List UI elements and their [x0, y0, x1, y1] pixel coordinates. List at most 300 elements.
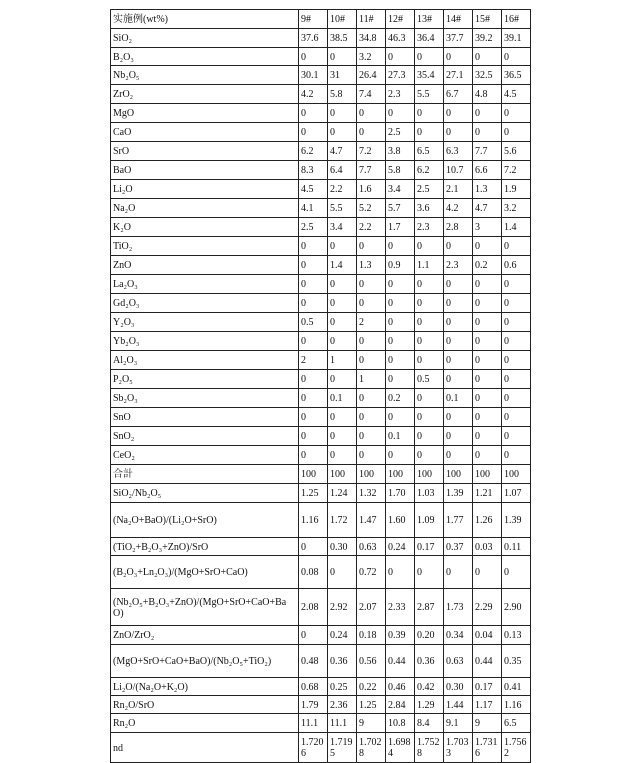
table-cell: 0: [299, 332, 328, 351]
table-cell: 0: [299, 48, 328, 66]
table-cell: 100: [444, 465, 473, 484]
table-cell: 0: [386, 104, 415, 123]
table-cell: 0.39: [386, 626, 415, 645]
table-cell: 7.7: [473, 142, 502, 161]
row-label: Na₂O: [111, 199, 299, 218]
table-cell: 0.41: [502, 678, 531, 696]
table-cell: 0: [473, 427, 502, 446]
row-label: TiO₂: [111, 237, 299, 256]
table-cell: 0: [444, 237, 473, 256]
table-cell: 0: [328, 556, 357, 589]
row-label: Yb₂O₃: [111, 332, 299, 351]
table-cell: 0: [328, 332, 357, 351]
table-cell: 1.16: [502, 696, 531, 714]
table-row: [111, 142, 531, 161]
table-cell: 1.03: [415, 484, 444, 503]
row-label: Rn₂O/SrO: [111, 696, 299, 714]
table-cell: 0.24: [386, 538, 415, 556]
table-cell: 2.33: [386, 589, 415, 626]
table-cell: 100: [299, 465, 328, 484]
table-cell: 0: [444, 370, 473, 389]
table-cell: 2.5: [415, 180, 444, 199]
table-row: [111, 538, 531, 556]
table-row: [111, 29, 531, 48]
table-row: [111, 503, 531, 538]
table-cell: 4.2: [299, 85, 328, 104]
table-row: [111, 733, 531, 763]
table-cell: 0: [473, 370, 502, 389]
table-cell: 1.25: [357, 696, 386, 714]
table-cell: 37.6: [299, 29, 328, 48]
table-row: [111, 313, 531, 332]
table-cell: 4.8: [473, 85, 502, 104]
table-cell: 0.63: [357, 538, 386, 556]
table-cell: 2.07: [357, 589, 386, 626]
table-row: [111, 589, 531, 626]
table-cell: 0: [502, 313, 531, 332]
table-cell: 0: [357, 389, 386, 408]
table-cell: 1.09: [415, 503, 444, 538]
table-cell: 0.30: [444, 678, 473, 696]
table-cell: 5.7: [386, 199, 415, 218]
table-cell: 8.3: [299, 161, 328, 180]
table-row: [111, 465, 531, 484]
table-cell: 0: [386, 48, 415, 66]
table-cell: 0: [502, 123, 531, 142]
row-label: CaO: [111, 123, 299, 142]
table-cell: 2.3: [444, 256, 473, 275]
row-label: SiO₂: [111, 29, 299, 48]
table-cell: 27.3: [386, 66, 415, 85]
table-cell: 3.2: [502, 199, 531, 218]
table-cell: 7.4: [357, 85, 386, 104]
table-row: [111, 66, 531, 85]
table-cell: 46.3: [386, 29, 415, 48]
row-label: K₂O: [111, 218, 299, 237]
row-label: (B₂O₃+Ln₂O₃)/(MgO+SrO+CaO): [111, 556, 299, 589]
table-cell: 9: [357, 714, 386, 733]
table-cell: 0.42: [415, 678, 444, 696]
table-cell: 0: [299, 256, 328, 275]
table-row: [111, 332, 531, 351]
table-cell: 0.04: [473, 626, 502, 645]
table-cell: 100: [415, 465, 444, 484]
table-cell: 0: [502, 427, 531, 446]
table-cell: 1.25: [299, 484, 328, 503]
table-cell: 5.8: [328, 85, 357, 104]
table-cell: 0: [502, 389, 531, 408]
table-cell: 0.2: [473, 256, 502, 275]
table-cell: 1.7206: [299, 733, 328, 763]
table-cell: 1.3: [357, 256, 386, 275]
table-cell: 5.8: [386, 161, 415, 180]
table-cell: 0.30: [328, 538, 357, 556]
table-cell: 6.7: [444, 85, 473, 104]
table-cell: 0.9: [386, 256, 415, 275]
table-cell: 5.6: [502, 142, 531, 161]
table-cell: 0: [386, 237, 415, 256]
table-cell: 0: [415, 237, 444, 256]
table-cell: 0: [415, 351, 444, 370]
table-cell: 0: [415, 408, 444, 427]
table-cell: 0: [386, 556, 415, 589]
table-cell: 0: [299, 427, 328, 446]
table-cell: 1.47: [357, 503, 386, 538]
table-cell: 0: [473, 237, 502, 256]
table-row: [111, 218, 531, 237]
table-cell: 0: [473, 275, 502, 294]
table-cell: 1.17: [473, 696, 502, 714]
column-header: 9#: [299, 10, 328, 29]
row-label: ZrO₂: [111, 85, 299, 104]
table-cell: 1.7028: [357, 733, 386, 763]
table-row: [111, 427, 531, 446]
table-cell: 3.2: [357, 48, 386, 66]
table-cell: 10.8: [386, 714, 415, 733]
row-label: (Na₂O+BaO)/(Li₂O+SrO): [111, 503, 299, 538]
row-label: B₂O₃: [111, 48, 299, 66]
table-cell: 0: [299, 104, 328, 123]
table-cell: 10.7: [444, 161, 473, 180]
table-row: [111, 678, 531, 696]
table-cell: 0.2: [386, 389, 415, 408]
table-cell: 0.35: [502, 645, 531, 678]
table-cell: 0: [299, 237, 328, 256]
table-cell: 0.5: [299, 313, 328, 332]
table-cell: 0: [502, 556, 531, 589]
table-row: [111, 104, 531, 123]
table-cell: 2.92: [328, 589, 357, 626]
table-cell: 0: [444, 408, 473, 427]
row-label: SnO₂: [111, 427, 299, 446]
table-cell: 1.26: [473, 503, 502, 538]
table-cell: 6.2: [299, 142, 328, 161]
row-label: ZnO/ZrO₂: [111, 626, 299, 645]
table-cell: 11.1: [299, 714, 328, 733]
table-cell: 0: [415, 313, 444, 332]
table-cell: 0.08: [299, 556, 328, 589]
table-cell: 1.4: [328, 256, 357, 275]
table-cell: 0: [415, 48, 444, 66]
table-cell: 100: [502, 465, 531, 484]
table-cell: 100: [357, 465, 386, 484]
table-cell: 6.6: [473, 161, 502, 180]
table-cell: 0: [502, 446, 531, 465]
table-cell: 4.2: [444, 199, 473, 218]
row-label: Li₂O: [111, 180, 299, 199]
table-cell: 1.7195: [328, 733, 357, 763]
table-cell: 2.29: [473, 589, 502, 626]
table-cell: 3.6: [415, 199, 444, 218]
table-cell: 0.34: [444, 626, 473, 645]
table-cell: 0: [357, 294, 386, 313]
table-cell: 4.5: [502, 85, 531, 104]
table-cell: 1.7562: [502, 733, 531, 763]
table-cell: 0.68: [299, 678, 328, 696]
table-row: [111, 48, 531, 66]
table-row: [111, 123, 531, 142]
table-cell: 1.9: [502, 180, 531, 199]
table-cell: 38.5: [328, 29, 357, 48]
table-row: [111, 389, 531, 408]
column-header: 13#: [415, 10, 444, 29]
table-cell: 9.1: [444, 714, 473, 733]
table-cell: 0: [299, 370, 328, 389]
table-cell: 0: [473, 332, 502, 351]
table-cell: 0: [444, 351, 473, 370]
table-cell: 0.03: [473, 538, 502, 556]
table-cell: 0: [502, 408, 531, 427]
table-row: [111, 714, 531, 733]
table-cell: 30.1: [299, 66, 328, 85]
table-cell: 6.5: [502, 714, 531, 733]
table-row: [111, 275, 531, 294]
row-label: Nb₂O₅: [111, 66, 299, 85]
row-label: SnO: [111, 408, 299, 427]
table-cell: 0: [328, 123, 357, 142]
table-cell: 0: [299, 294, 328, 313]
table-cell: 5.2: [357, 199, 386, 218]
table-cell: 0.25: [328, 678, 357, 696]
table-cell: 6.5: [415, 142, 444, 161]
row-label: nd: [111, 733, 299, 763]
table-cell: 3.4: [386, 180, 415, 199]
table-cell: 0.44: [386, 645, 415, 678]
table-cell: 0: [357, 408, 386, 427]
table-cell: 1.70: [386, 484, 415, 503]
table-cell: 0: [357, 332, 386, 351]
table-cell: 2.84: [386, 696, 415, 714]
table-cell: 0.1: [328, 389, 357, 408]
row-label: ZnO: [111, 256, 299, 275]
table-cell: 0: [444, 123, 473, 142]
table-cell: 0: [473, 313, 502, 332]
table-cell: 1.7: [386, 218, 415, 237]
table-cell: 0: [444, 332, 473, 351]
table-cell: 1.6: [357, 180, 386, 199]
table-cell: 0: [415, 104, 444, 123]
table-cell: 0: [415, 123, 444, 142]
row-label: (Nb₂O₅+B₂O₃+ZnO)/(MgO+SrO+CaO+BaO): [111, 589, 299, 626]
table-cell: 0: [415, 294, 444, 313]
table-cell: 1.7316: [473, 733, 502, 763]
table-cell: 0.48: [299, 645, 328, 678]
table-cell: 0.63: [444, 645, 473, 678]
row-label: MgO: [111, 104, 299, 123]
table-cell: 0: [386, 446, 415, 465]
table-cell: 0: [328, 427, 357, 446]
table-cell: 0: [502, 332, 531, 351]
table-cell: 39.1: [502, 29, 531, 48]
table-cell: 1.39: [444, 484, 473, 503]
row-label: 合計: [111, 465, 299, 484]
table-cell: 0.37: [444, 538, 473, 556]
table-cell: 0: [415, 389, 444, 408]
table-cell: 0: [328, 370, 357, 389]
table-cell: 0: [444, 446, 473, 465]
table-cell: 1.21: [473, 484, 502, 503]
table-cell: 0: [415, 332, 444, 351]
table-cell: 1.77: [444, 503, 473, 538]
table-cell: 0: [444, 556, 473, 589]
row-label: (MgO+SrO+CaO+BaO)/(Nb₂O₅+TiO₂): [111, 645, 299, 678]
table-cell: 3.4: [328, 218, 357, 237]
table-cell: 1.7528: [415, 733, 444, 763]
table-cell: 1.72: [328, 503, 357, 538]
table-cell: 1.24: [328, 484, 357, 503]
table-cell: 0: [386, 370, 415, 389]
table-cell: 0.46: [386, 678, 415, 696]
row-label: Gd₂O₃: [111, 294, 299, 313]
table-cell: 39.2: [473, 29, 502, 48]
table-row: [111, 85, 531, 104]
table-cell: 0.20: [415, 626, 444, 645]
table-cell: 2.5: [386, 123, 415, 142]
table-cell: 0: [415, 275, 444, 294]
table-cell: 2.87: [415, 589, 444, 626]
table-cell: 0.1: [444, 389, 473, 408]
table-cell: 0: [444, 313, 473, 332]
table-cell: 0: [328, 446, 357, 465]
table-cell: 7.2: [357, 142, 386, 161]
table-cell: 0: [473, 446, 502, 465]
table-cell: 0: [444, 427, 473, 446]
table-cell: 0: [473, 351, 502, 370]
table-cell: 0: [502, 370, 531, 389]
row-label: BaO: [111, 161, 299, 180]
table-row: [111, 696, 531, 714]
row-label: SiO₂/Nb₂O₅: [111, 484, 299, 503]
table-cell: 0: [502, 104, 531, 123]
row-label: Sb₂O₃: [111, 389, 299, 408]
table-cell: 0: [357, 237, 386, 256]
table-cell: 1.7033: [444, 733, 473, 763]
table-cell: 1.44: [444, 696, 473, 714]
table-cell: 2.1: [444, 180, 473, 199]
table-cell: 6.3: [444, 142, 473, 161]
table-cell: 1: [357, 370, 386, 389]
table-cell: 100: [386, 465, 415, 484]
column-header: 12#: [386, 10, 415, 29]
table-cell: 36.4: [415, 29, 444, 48]
table-cell: 0: [386, 408, 415, 427]
table-row: [111, 294, 531, 313]
table-cell: 7.2: [502, 161, 531, 180]
table-cell: 2.08: [299, 589, 328, 626]
table-cell: 32.5: [473, 66, 502, 85]
table-cell: 34.8: [357, 29, 386, 48]
row-label: (TiO₂+B₂O₃+ZnO)/SrO: [111, 538, 299, 556]
table-cell: 9: [473, 714, 502, 733]
table-row: [111, 484, 531, 503]
table-cell: 1.3: [473, 180, 502, 199]
table-cell: 0: [473, 556, 502, 589]
table-cell: 0: [299, 446, 328, 465]
table-cell: 2.2: [357, 218, 386, 237]
table-cell: 0: [299, 275, 328, 294]
table-cell: 0: [328, 48, 357, 66]
table-row: [111, 161, 531, 180]
table-cell: 0: [299, 123, 328, 142]
table-cell: 1.4: [502, 218, 531, 237]
table-cell: 0: [444, 294, 473, 313]
table-cell: 0: [415, 446, 444, 465]
row-label: P₂O₅: [111, 370, 299, 389]
table-cell: 0: [299, 538, 328, 556]
table-cell: 1.16: [299, 503, 328, 538]
table-cell: 2.3: [386, 85, 415, 104]
table-cell: 26.4: [357, 66, 386, 85]
row-label: Rn₂O: [111, 714, 299, 733]
table-cell: 31: [328, 66, 357, 85]
table-cell: 0: [502, 48, 531, 66]
table-cell: 27.1: [444, 66, 473, 85]
table-cell: 0: [357, 123, 386, 142]
table-cell: 0: [473, 123, 502, 142]
table-cell: 0: [502, 237, 531, 256]
table-row: [111, 199, 531, 218]
table-cell: 1.60: [386, 503, 415, 538]
table-cell: 36.5: [502, 66, 531, 85]
table-cell: 1.29: [415, 696, 444, 714]
table-cell: 0.11: [502, 538, 531, 556]
table-cell: 0.72: [357, 556, 386, 589]
table-cell: 2.2: [328, 180, 357, 199]
table-cell: 0: [473, 389, 502, 408]
table-cell: 0: [328, 237, 357, 256]
table-cell: 0: [357, 351, 386, 370]
table-cell: 1.32: [357, 484, 386, 503]
table-cell: 2.36: [328, 696, 357, 714]
row-label: Li₂O/(Na₂O+K₂O): [111, 678, 299, 696]
table-cell: 0.44: [473, 645, 502, 678]
table-cell: 5.5: [328, 199, 357, 218]
table-cell: 4.5: [299, 180, 328, 199]
table-cell: 0.5: [415, 370, 444, 389]
table-cell: 0.56: [357, 645, 386, 678]
row-label: Y₂O₃: [111, 313, 299, 332]
table-cell: 1.39: [502, 503, 531, 538]
table-cell: 0: [357, 427, 386, 446]
table-cell: 0.36: [328, 645, 357, 678]
table-cell: 5.5: [415, 85, 444, 104]
table-cell: 100: [473, 465, 502, 484]
table-cell: 1: [328, 351, 357, 370]
table-row: [111, 237, 531, 256]
table-cell: 1.1: [415, 256, 444, 275]
table-cell: 6.2: [415, 161, 444, 180]
table-cell: 0: [444, 48, 473, 66]
column-header: 16#: [502, 10, 531, 29]
table-cell: 0: [328, 408, 357, 427]
table-row: [111, 351, 531, 370]
composition-table: [110, 9, 531, 763]
table-cell: 0.13: [502, 626, 531, 645]
table-cell: 0: [444, 275, 473, 294]
table-cell: 2: [357, 313, 386, 332]
table-cell: 0: [328, 104, 357, 123]
table-cell: 0: [299, 408, 328, 427]
table-cell: 0: [473, 48, 502, 66]
table-cell: 2.5: [299, 218, 328, 237]
table-row: [111, 645, 531, 678]
table-cell: 0.17: [415, 538, 444, 556]
table-cell: 8.4: [415, 714, 444, 733]
table-cell: 1.6984: [386, 733, 415, 763]
column-header: 14#: [444, 10, 473, 29]
table-cell: 11.1: [328, 714, 357, 733]
column-header: 15#: [473, 10, 502, 29]
